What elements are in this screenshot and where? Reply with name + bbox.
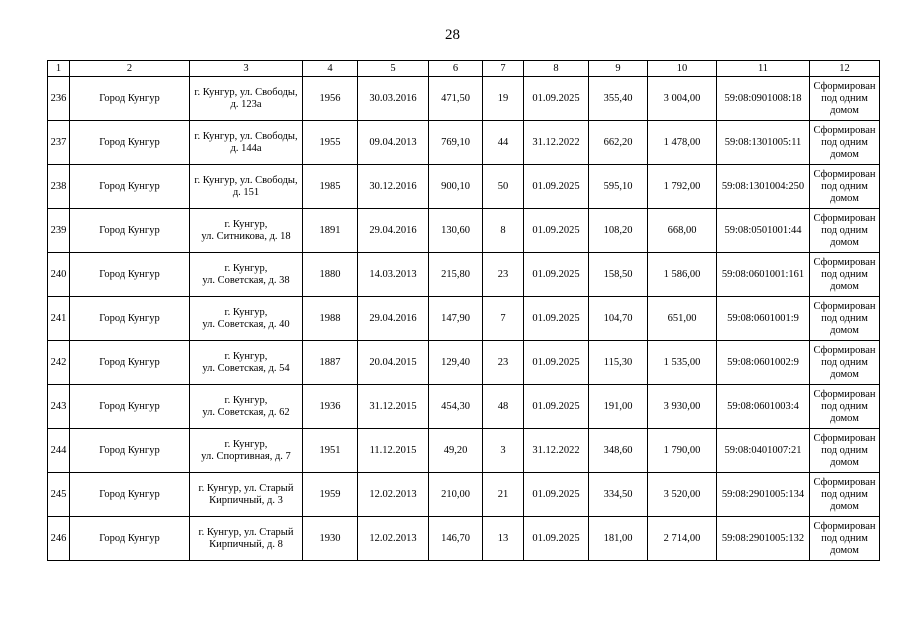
cadastral-number-cell: 59:08:0901008:18 bbox=[717, 77, 810, 121]
address-cell bbox=[190, 473, 303, 517]
address-line: г. Кунгур, ул. Старый bbox=[198, 526, 294, 538]
count-cell: 44 bbox=[483, 121, 524, 165]
address-line: ул. Спортивная, д. 7 bbox=[201, 450, 291, 462]
column-header: 1 bbox=[48, 61, 70, 77]
area2-cell: 355,40 bbox=[589, 77, 648, 121]
address-line: ул. Советская, д. 40 bbox=[202, 318, 290, 330]
row-number: 240 bbox=[48, 253, 70, 297]
row-number: 241 bbox=[48, 297, 70, 341]
area3-cell: 1 790,00 bbox=[648, 429, 717, 473]
count-cell: 19 bbox=[483, 77, 524, 121]
column-header: 3 bbox=[190, 61, 303, 77]
status-line: Сформирован bbox=[813, 256, 876, 268]
date-cell: 29.04.2016 bbox=[358, 209, 429, 253]
status-line: домом bbox=[830, 192, 859, 204]
cadastral-number-cell: 59:08:0601002:9 bbox=[717, 341, 810, 385]
count-cell: 23 bbox=[483, 341, 524, 385]
cadastral-number-cell: 59:08:0601001:9 bbox=[717, 297, 810, 341]
column-header: 8 bbox=[524, 61, 589, 77]
area3-cell: 1 478,00 bbox=[648, 121, 717, 165]
status-cell bbox=[810, 297, 880, 341]
area-cell: 900,10 bbox=[429, 165, 483, 209]
address-cell bbox=[190, 209, 303, 253]
municipality-cell: Город Кунгур bbox=[70, 121, 190, 165]
cadastral-number-cell: 59:08:0601001:161 bbox=[717, 253, 810, 297]
status-line: под одним bbox=[821, 532, 868, 544]
status-cell bbox=[810, 473, 880, 517]
date-cell: 20.04.2015 bbox=[358, 341, 429, 385]
address-line: г. Кунгур, bbox=[224, 262, 268, 274]
municipality-cell: Город Кунгур bbox=[70, 77, 190, 121]
status-line: домом bbox=[830, 500, 859, 512]
date-cell: 30.12.2016 bbox=[358, 165, 429, 209]
plan-date-cell: 01.09.2025 bbox=[524, 253, 589, 297]
status-line: домом bbox=[830, 412, 859, 424]
cadastral-number-cell: 59:08:0601003:4 bbox=[717, 385, 810, 429]
year-cell: 1955 bbox=[303, 121, 358, 165]
row-number: 245 bbox=[48, 473, 70, 517]
date-cell: 29.04.2016 bbox=[358, 297, 429, 341]
area3-cell: 668,00 bbox=[648, 209, 717, 253]
column-header: 7 bbox=[483, 61, 524, 77]
status-line: Сформирован bbox=[813, 300, 876, 312]
area2-cell: 108,20 bbox=[589, 209, 648, 253]
status-cell bbox=[810, 385, 880, 429]
date-cell: 11.12.2015 bbox=[358, 429, 429, 473]
status-line: Сформирован bbox=[813, 124, 876, 136]
status-line: домом bbox=[830, 104, 859, 116]
area2-cell: 158,50 bbox=[589, 253, 648, 297]
table-row bbox=[48, 297, 880, 341]
year-cell: 1959 bbox=[303, 473, 358, 517]
count-cell: 3 bbox=[483, 429, 524, 473]
address-line: ул. Советская, д. 38 bbox=[202, 274, 290, 286]
address-cell bbox=[190, 517, 303, 561]
plan-date-cell: 01.09.2025 bbox=[524, 209, 589, 253]
status-cell bbox=[810, 209, 880, 253]
table-row bbox=[48, 77, 880, 121]
area-cell: 146,70 bbox=[429, 517, 483, 561]
status-cell bbox=[810, 253, 880, 297]
column-header: 6 bbox=[429, 61, 483, 77]
municipality-cell: Город Кунгур bbox=[70, 209, 190, 253]
municipality-cell: Город Кунгур bbox=[70, 385, 190, 429]
row-number: 239 bbox=[48, 209, 70, 253]
address-line: г. Кунгур, bbox=[224, 306, 268, 318]
address-line: Кирпичный, д. 3 bbox=[209, 494, 283, 506]
date-cell: 12.02.2013 bbox=[358, 473, 429, 517]
column-header: 5 bbox=[358, 61, 429, 77]
count-cell: 7 bbox=[483, 297, 524, 341]
status-line: под одним bbox=[821, 444, 868, 456]
count-cell: 21 bbox=[483, 473, 524, 517]
status-line: Сформирован bbox=[813, 476, 876, 488]
municipality-cell: Город Кунгур bbox=[70, 253, 190, 297]
table-row bbox=[48, 517, 880, 561]
plan-date-cell: 01.09.2025 bbox=[524, 473, 589, 517]
status-line: под одним bbox=[821, 268, 868, 280]
status-line: домом bbox=[830, 148, 859, 160]
area3-cell: 651,00 bbox=[648, 297, 717, 341]
area-cell: 49,20 bbox=[429, 429, 483, 473]
status-cell bbox=[810, 429, 880, 473]
status-line: домом bbox=[830, 236, 859, 248]
plan-date-cell: 01.09.2025 bbox=[524, 385, 589, 429]
municipality-cell: Город Кунгур bbox=[70, 165, 190, 209]
status-line: под одним bbox=[821, 224, 868, 236]
cadastral-number-cell: 59:08:1301005:11 bbox=[717, 121, 810, 165]
status-cell bbox=[810, 121, 880, 165]
address-line: г. Кунгур, ул. Свободы, bbox=[194, 86, 298, 98]
plan-date-cell: 01.09.2025 bbox=[524, 297, 589, 341]
column-header: 10 bbox=[648, 61, 717, 77]
status-cell bbox=[810, 341, 880, 385]
municipality-cell: Город Кунгур bbox=[70, 297, 190, 341]
plan-date-cell: 01.09.2025 bbox=[524, 165, 589, 209]
area2-cell: 191,00 bbox=[589, 385, 648, 429]
year-cell: 1956 bbox=[303, 77, 358, 121]
plan-date-cell: 01.09.2025 bbox=[524, 341, 589, 385]
date-cell: 31.12.2015 bbox=[358, 385, 429, 429]
status-line: под одним bbox=[821, 488, 868, 500]
year-cell: 1936 bbox=[303, 385, 358, 429]
year-cell: 1985 bbox=[303, 165, 358, 209]
column-header: 9 bbox=[589, 61, 648, 77]
address-line: д. 123а bbox=[230, 98, 262, 110]
table-row bbox=[48, 253, 880, 297]
count-cell: 50 bbox=[483, 165, 524, 209]
area-cell: 129,40 bbox=[429, 341, 483, 385]
area2-cell: 115,30 bbox=[589, 341, 648, 385]
area-cell: 210,00 bbox=[429, 473, 483, 517]
municipality-cell: Город Кунгур bbox=[70, 429, 190, 473]
status-line: домом bbox=[830, 368, 859, 380]
municipality-cell: Город Кунгур bbox=[70, 341, 190, 385]
cadastral-number-cell: 59:08:0501001:44 bbox=[717, 209, 810, 253]
address-line: г. Кунгур, ул. Свободы, bbox=[194, 130, 298, 142]
cadastral-number-cell: 59:08:0401007:21 bbox=[717, 429, 810, 473]
table-row bbox=[48, 385, 880, 429]
address-line: ул. Советская, д. 54 bbox=[202, 362, 290, 374]
area2-cell: 104,70 bbox=[589, 297, 648, 341]
address-line: г. Кунгур, bbox=[224, 350, 268, 362]
row-number: 246 bbox=[48, 517, 70, 561]
plan-date-cell: 01.09.2025 bbox=[524, 77, 589, 121]
date-cell: 14.03.2013 bbox=[358, 253, 429, 297]
column-header: 11 bbox=[717, 61, 810, 77]
cadastral-number-cell: 59:08:2901005:134 bbox=[717, 473, 810, 517]
address-line: г. Кунгур, bbox=[224, 218, 268, 230]
count-cell: 23 bbox=[483, 253, 524, 297]
date-cell: 12.02.2013 bbox=[358, 517, 429, 561]
row-number: 236 bbox=[48, 77, 70, 121]
status-cell bbox=[810, 77, 880, 121]
status-line: домом bbox=[830, 280, 859, 292]
status-cell bbox=[810, 517, 880, 561]
cadastral-number-cell: 59:08:1301004:250 bbox=[717, 165, 810, 209]
year-cell: 1988 bbox=[303, 297, 358, 341]
area2-cell: 348,60 bbox=[589, 429, 648, 473]
column-header: 2 bbox=[70, 61, 190, 77]
address-cell bbox=[190, 121, 303, 165]
status-line: Сформирован bbox=[813, 168, 876, 180]
year-cell: 1880 bbox=[303, 253, 358, 297]
area3-cell: 2 714,00 bbox=[648, 517, 717, 561]
cadastral-number-cell: 59:08:2901005:132 bbox=[717, 517, 810, 561]
plan-date-cell: 31.12.2022 bbox=[524, 429, 589, 473]
address-cell bbox=[190, 297, 303, 341]
status-line: Сформирован bbox=[813, 344, 876, 356]
address-line: д. 151 bbox=[232, 186, 260, 198]
date-cell: 09.04.2013 bbox=[358, 121, 429, 165]
area-cell: 130,60 bbox=[429, 209, 483, 253]
municipality-cell: Город Кунгур bbox=[70, 517, 190, 561]
area2-cell: 334,50 bbox=[589, 473, 648, 517]
status-line: под одним bbox=[821, 312, 868, 324]
address-cell bbox=[190, 253, 303, 297]
table-row bbox=[48, 429, 880, 473]
area-cell: 471,50 bbox=[429, 77, 483, 121]
year-cell: 1891 bbox=[303, 209, 358, 253]
address-line: ул. Ситникова, д. 18 bbox=[201, 230, 291, 242]
plan-date-cell: 01.09.2025 bbox=[524, 517, 589, 561]
area3-cell: 1 792,00 bbox=[648, 165, 717, 209]
area-cell: 454,30 bbox=[429, 385, 483, 429]
address-line: г. Кунгур, bbox=[224, 438, 268, 450]
address-cell bbox=[190, 77, 303, 121]
area3-cell: 3 004,00 bbox=[648, 77, 717, 121]
status-line: Сформирован bbox=[813, 212, 876, 224]
area3-cell: 1 586,00 bbox=[648, 253, 717, 297]
table-row bbox=[48, 165, 880, 209]
status-line: Сформирован bbox=[813, 80, 876, 92]
row-number: 242 bbox=[48, 341, 70, 385]
area-cell: 147,90 bbox=[429, 297, 483, 341]
table-row bbox=[48, 341, 880, 385]
address-cell bbox=[190, 385, 303, 429]
table-row bbox=[48, 121, 880, 165]
plan-date-cell: 31.12.2022 bbox=[524, 121, 589, 165]
area-cell: 769,10 bbox=[429, 121, 483, 165]
status-line: под одним bbox=[821, 400, 868, 412]
table-row bbox=[48, 473, 880, 517]
address-cell bbox=[190, 429, 303, 473]
housing-registry-table bbox=[47, 60, 880, 561]
status-line: Сформирован bbox=[813, 520, 876, 532]
row-number: 244 bbox=[48, 429, 70, 473]
status-line: под одним bbox=[821, 356, 868, 368]
status-line: Сформирован bbox=[813, 388, 876, 400]
address-line: ул. Советская, д. 62 bbox=[202, 406, 290, 418]
row-number: 237 bbox=[48, 121, 70, 165]
area3-cell: 3 930,00 bbox=[648, 385, 717, 429]
status-line: Сформирован bbox=[813, 432, 876, 444]
status-line: домом bbox=[830, 456, 859, 468]
row-number: 243 bbox=[48, 385, 70, 429]
row-number: 238 bbox=[48, 165, 70, 209]
status-cell bbox=[810, 165, 880, 209]
address-line: г. Кунгур, bbox=[224, 394, 268, 406]
column-header: 4 bbox=[303, 61, 358, 77]
municipality-cell: Город Кунгур bbox=[70, 473, 190, 517]
address-line: г. Кунгур, ул. Свободы, bbox=[194, 174, 298, 186]
address-cell bbox=[190, 165, 303, 209]
status-line: под одним bbox=[821, 180, 868, 192]
area2-cell: 662,20 bbox=[589, 121, 648, 165]
table-row bbox=[48, 209, 880, 253]
status-line: домом bbox=[830, 544, 859, 556]
column-number-row bbox=[48, 61, 880, 77]
year-cell: 1951 bbox=[303, 429, 358, 473]
count-cell: 8 bbox=[483, 209, 524, 253]
count-cell: 13 bbox=[483, 517, 524, 561]
status-line: домом bbox=[830, 324, 859, 336]
status-line: под одним bbox=[821, 136, 868, 148]
year-cell: 1930 bbox=[303, 517, 358, 561]
column-header: 12 bbox=[810, 61, 880, 77]
area2-cell: 181,00 bbox=[589, 517, 648, 561]
area3-cell: 3 520,00 bbox=[648, 473, 717, 517]
date-cell: 30.03.2016 bbox=[358, 77, 429, 121]
address-line: г. Кунгур, ул. Старый bbox=[198, 482, 294, 494]
area3-cell: 1 535,00 bbox=[648, 341, 717, 385]
address-cell bbox=[190, 341, 303, 385]
year-cell: 1887 bbox=[303, 341, 358, 385]
address-line: д. 144а bbox=[230, 142, 262, 154]
area2-cell: 595,10 bbox=[589, 165, 648, 209]
count-cell: 48 bbox=[483, 385, 524, 429]
page-number: 28 bbox=[445, 27, 460, 43]
status-line: под одним bbox=[821, 92, 868, 104]
area-cell: 215,80 bbox=[429, 253, 483, 297]
address-line: Кирпичный, д. 8 bbox=[209, 538, 283, 550]
